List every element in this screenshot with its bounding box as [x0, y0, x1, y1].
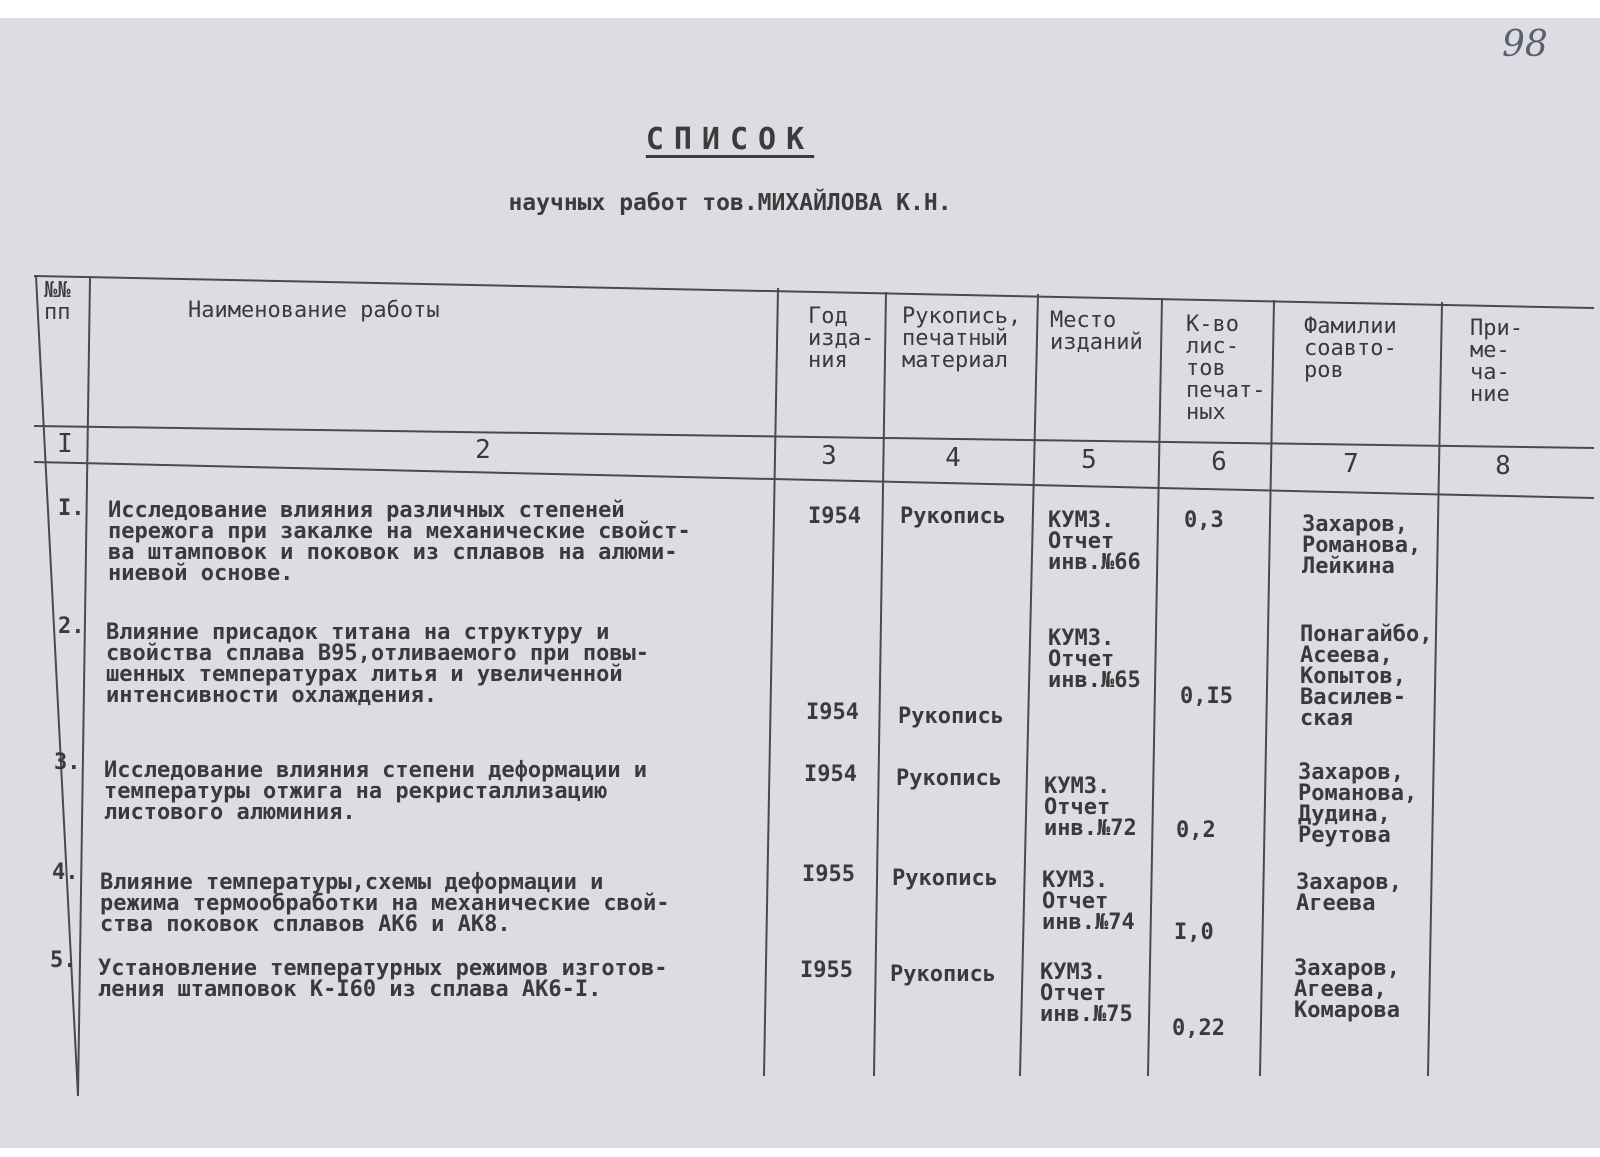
row-number: 3. [54, 750, 81, 775]
material-type: Рукопись [900, 504, 1006, 529]
row-number: 4. [52, 860, 79, 885]
publication-place: КУМЗ. Отчет инв.№72 [1044, 774, 1137, 841]
publication-place: КУМЗ. Отчет инв.№66 [1048, 508, 1141, 575]
coauthors: Захаров, Романова, Дудина, Реутова [1298, 760, 1418, 848]
printed-sheets: I,0 [1174, 920, 1214, 945]
document-subtitle: научных работ тов.МИХАЙЛОВА К.Н. [508, 190, 952, 216]
page-number: 98 [1502, 24, 1548, 65]
coauthors: Захаров, Романова, Лейкина [1302, 512, 1422, 579]
column-number: 5 [1081, 445, 1097, 475]
publication-place: КУМЗ. Отчет инв.№65 [1048, 626, 1141, 693]
column-number: 8 [1495, 451, 1511, 481]
publication-place: КУМЗ. Отчет инв.№74 [1042, 868, 1135, 935]
header-coauthors: Фамилии соавто- ров [1304, 314, 1397, 383]
printed-sheets: 0,3 [1184, 508, 1224, 533]
material-type: Рукопись [898, 704, 1004, 729]
row-number: 5. [50, 948, 77, 973]
header-place: Место изданий [1050, 308, 1143, 355]
printed-sheets: 0,22 [1172, 1016, 1225, 1041]
work-title: Влияние температуры,схемы деформации и режима термообработки на механические свой- ства поковок сплавов АК6 и АК8. [100, 870, 670, 937]
publication-year: I955 [802, 862, 855, 887]
column-number: 6 [1211, 447, 1227, 477]
header-material-type: Рукопись, печатный материал [902, 304, 1022, 373]
material-type: Рукопись [896, 766, 1002, 791]
coauthors: Захаров, Агеева [1296, 870, 1402, 916]
row-number: 2. [58, 614, 85, 639]
header-number: №№ пп [44, 278, 71, 325]
work-title: Исследование влияния различных степеней пережога при закалке на механические свойст- ва штамповок и поковок из сплавов на алюми- ниевой основе. [108, 498, 691, 586]
row-number: I. [58, 496, 85, 521]
publication-year: I954 [804, 762, 857, 787]
printed-sheets: 0,2 [1176, 818, 1216, 843]
header-note: При- ме- ча- ние [1470, 316, 1523, 407]
column-number: 4 [945, 443, 961, 473]
header-sheets: К-во лис- тов печат- ных [1186, 312, 1266, 425]
coauthors: Захаров, Агеева, Комарова [1294, 956, 1400, 1023]
header-work-title: Наименование работы [188, 298, 440, 323]
work-title: Установление температурных режимов изготов- ления штамповок К-I60 из сплава АК6-I. [98, 956, 668, 1002]
work-title: Влияние присадок титана на структуру и свойства сплава В95,отливаемого при повы- шенных температурах литья и увеличенной интенсивности охлаждения. [106, 620, 650, 708]
work-title: Исследование влияния степени деформации и температуры отжига на рекристаллизацию листового алюминия. [104, 758, 648, 825]
works-table [28, 266, 1600, 1136]
column-number: 3 [821, 441, 837, 471]
publication-year: I955 [800, 958, 853, 983]
material-type: Рукопись [892, 866, 998, 891]
column-number: 7 [1343, 449, 1359, 479]
publication-year: I954 [808, 504, 861, 529]
header-year: Год изда- ния [808, 304, 875, 373]
publication-place: КУМЗ. Отчет инв.№75 [1040, 960, 1133, 1027]
column-number: I [57, 429, 73, 459]
column-number: 2 [475, 435, 491, 465]
document-title: СПИСОК [645, 122, 815, 157]
publication-year: I954 [806, 700, 859, 725]
printed-sheets: 0,I5 [1180, 684, 1233, 709]
coauthors: Понагайбо, Асеева, Копытов, Василев- ская [1300, 622, 1433, 731]
material-type: Рукопись [890, 962, 996, 987]
